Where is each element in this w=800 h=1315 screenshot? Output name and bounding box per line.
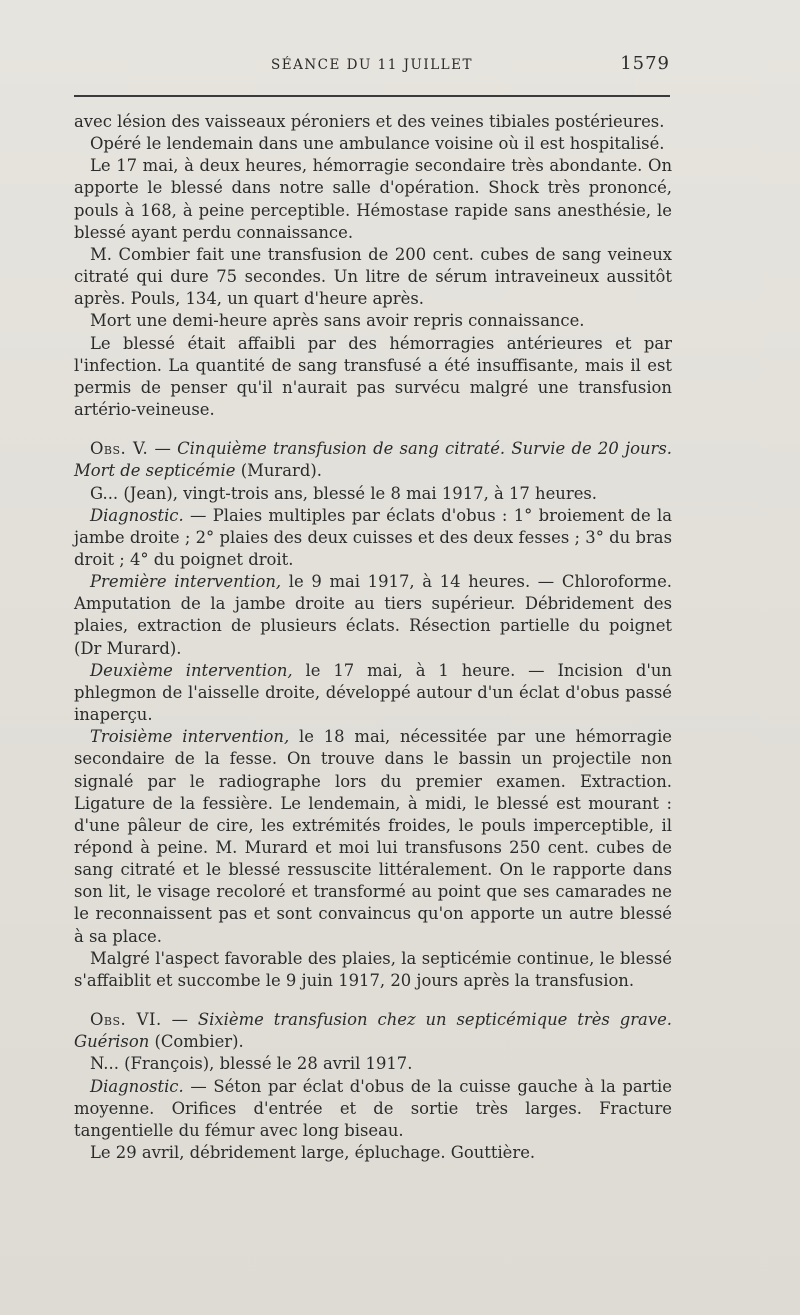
observation-author: (Murard).	[240, 461, 322, 481]
paragraph	[74, 505, 672, 571]
section-label: Troisième intervention,	[90, 727, 290, 747]
page-header-title: SÉANCE DU 11 JUILLET	[270, 57, 473, 73]
paragraph	[74, 726, 672, 948]
section-text: — Séton par éclat d'obus de la cuisse gauche à la partie moyenne. Orifices d'entrée et de sortie très larges. Fracture tangentielle du fémur avec long biseau.	[74, 1076, 672, 1140]
page-number: 1579	[620, 53, 670, 74]
paragraph: Le 29 avril, débridement large, épluchage. Gouttière.	[90, 1143, 536, 1163]
paragraph	[74, 1076, 672, 1142]
observation-title: — Sixième transfusion chez un septicémique très grave. Guérison	[74, 1010, 672, 1052]
section-text: le 17 mai, à 1 heure. — Incision d'un phlegmon de l'aisselle droite, développé autour d'un éclat d'obus passé inaperçu.	[74, 660, 672, 725]
section-label: Diagnostic.	[90, 1076, 184, 1096]
section-label: Première intervention,	[90, 572, 282, 592]
section-text: le 18 mai, nécessitée par une hémorragie secondaire de la fesse. On trouve dans le bassin un projectile non signalé par le radiographe lors du premier examen. Extraction. Ligature de la fessière. Le lendemain, à midi, le blessé est mourant : d'une pâleur de cire, les extrémités froides, le pouls imperceptible, il répond à peine. M. Murard et moi lui transfusons 250 cent. cubes de sang citraté et le blessé ressuscite littéralement. On le rapporte dans son lit, le visage recoloré et transformé au point que ses camarades ne le reconnaissent pas et sont convaincus qu'on apporte un autre blessé à sa place.	[74, 727, 673, 946]
section-text: — Plaies multiples par éclats d'obus : 1° broiement de la jambe droite ; 2° plaies des deux cuisses et des deux fesses ; 3° du bras droit ; 4° du poignet droit.	[74, 505, 672, 569]
paragraph: G... (Jean), vingt-trois ans, blessé le 8 mai 1917, à 17 heures.	[90, 483, 598, 503]
section-label: Deuxième intervention,	[90, 660, 293, 680]
paragraph	[74, 660, 672, 726]
paragraph: Mort une demi-heure après sans avoir repris connaissance.	[90, 311, 585, 331]
paragraph: Le blessé était affaibli par des hémorragies antérieures et par l'infection. La quantité de sang transfusé a été insuffisante, mais il est permis de penser qu'il n'aurait pas survécu malgré une transfusion artério-veineuse.	[74, 333, 672, 420]
section-label: Diagnostic.	[90, 505, 184, 525]
observation-author: (Combier).	[154, 1032, 244, 1052]
body-text	[74, 111, 672, 1164]
paragraph: Le 17 mai, à deux heures, hémorragie secondaire très abondante. On apporte le blessé dans notre salle d'opération. Shock très prononcé, pouls à 168, à peine perceptible. Hémostase rapide sans anesthésie, le blessé ayant perdu connaissance.	[74, 156, 672, 242]
paragraph: avec lésion des vaisseaux péroniers et des veines tibiales postérieures.	[74, 112, 665, 131]
paragraph: M. Combier fait une transfusion de 200 cent. cubes de sang veineux citraté qui dure 75 secondes. Un litre de sérum intraveineux aussitôt après. Pouls, 134, un quart d'heure après.	[74, 244, 672, 309]
observation-heading	[74, 438, 672, 482]
observation-label: Obs. V.	[90, 439, 149, 459]
paragraph	[74, 571, 672, 660]
paragraph: N... (François), blessé le 28 avril 1917.	[90, 1054, 413, 1074]
observation-label: Obs. VI.	[90, 1010, 162, 1030]
observation-title: — Cinquième transfusion de sang citraté. Survie de 20 jours. Mort de septicémie	[74, 439, 672, 481]
header-rule	[74, 95, 670, 97]
paragraph: Malgré l'aspect favorable des plaies, la septicémie continue, le blessé s'affaiblit et succombe le 9 juin 1917, 20 jours après la transfusion.	[74, 948, 672, 990]
section-text: le 9 mai 1917, à 14 heures. — Chloroforme. Amputation de la jambe droite au tiers supérieur. Débridement des plaies, extraction de plusieurs éclats. Résection partielle du poignet (Dr Murard).	[74, 572, 672, 658]
paragraph: Opéré le lendemain dans une ambulance voisine où il est hospitalisé.	[90, 134, 665, 154]
observation-heading	[74, 1009, 672, 1053]
running-head	[74, 52, 670, 78]
